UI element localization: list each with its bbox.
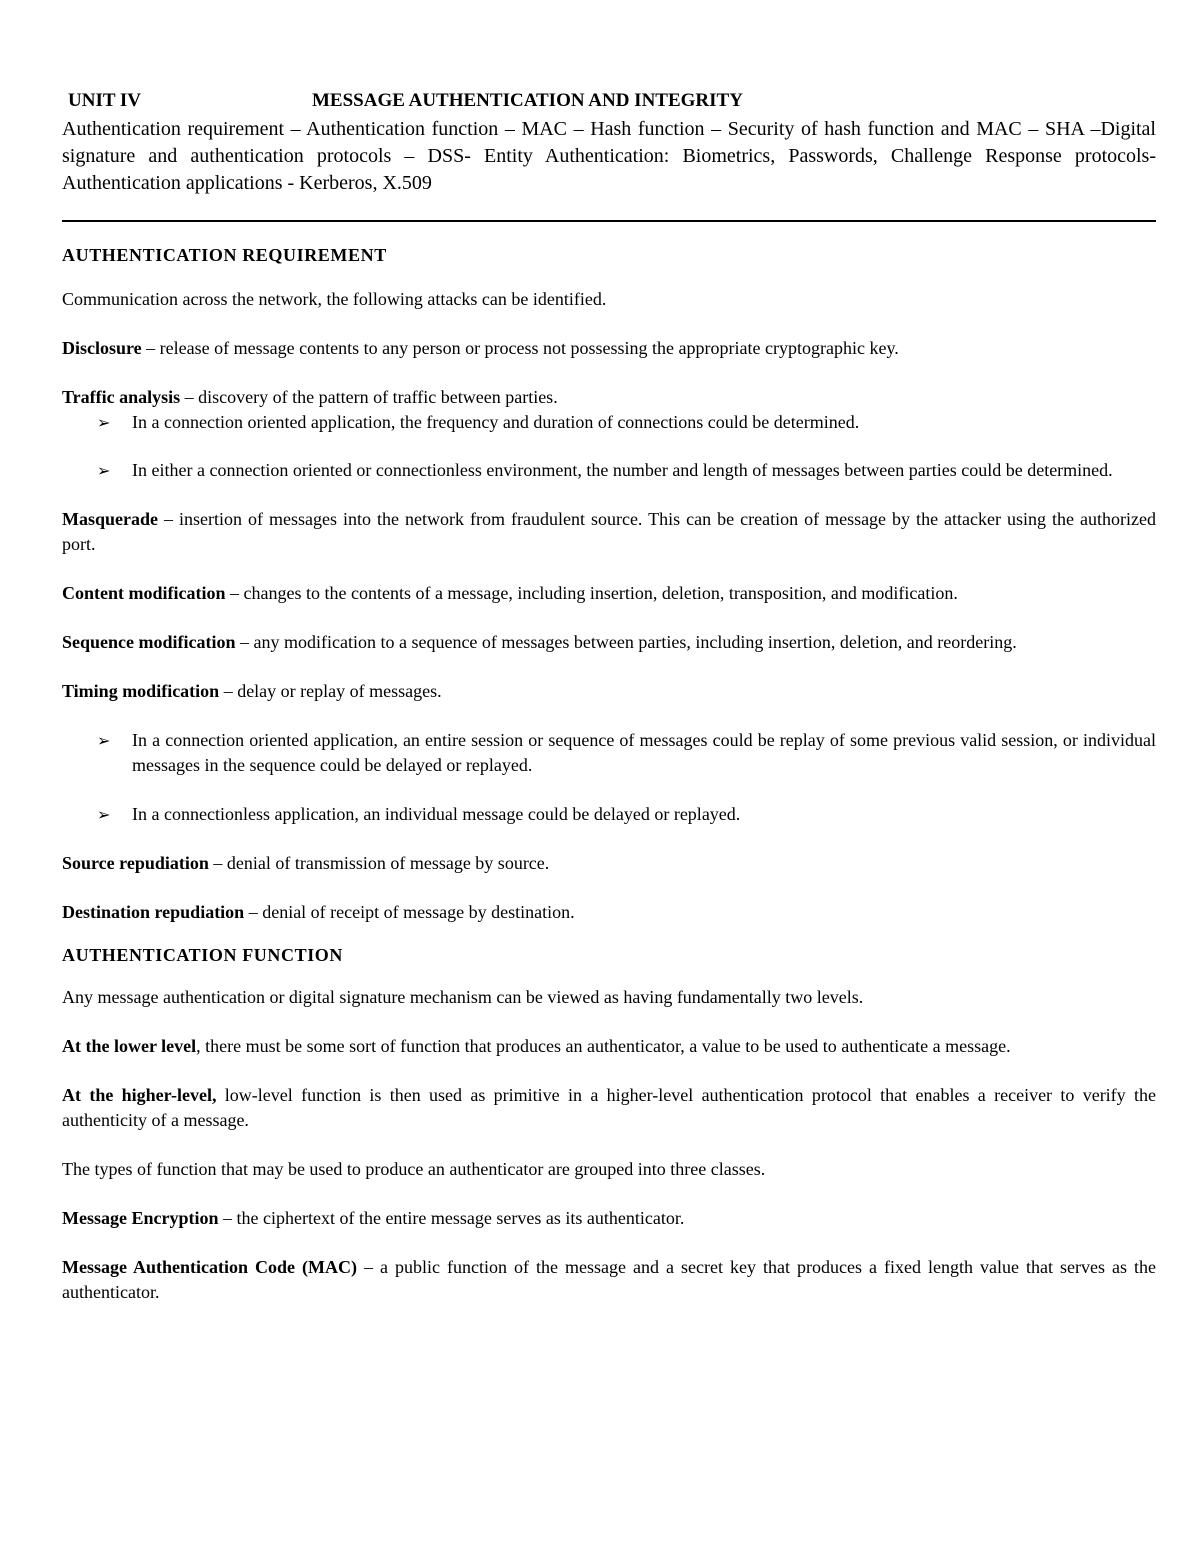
definition-text: – denial of receipt of message by destination.: [244, 902, 575, 922]
list-item: [62, 802, 1156, 827]
definition-message-encryption: [62, 1206, 1156, 1231]
definition-masquerade: [62, 507, 1156, 557]
syllabus-summary: Authentication requirement – Authentication function – MAC – Hash function – Security of hash function and MAC – SHA –Digital signature and authentication protocols – DSS- Entity Authentication: Biometrics, Passwords, Challenge Response protocols- Authentication applications - Kerberos, X.509: [62, 118, 1156, 194]
definition-text: – release of message contents to any person or process not possessing the appropriate cryptographic key.: [141, 338, 899, 358]
definition-disclosure: [62, 336, 1156, 361]
timing-modification-bullets: [62, 728, 1156, 827]
definition-sequence-modification: [62, 630, 1156, 655]
definition-text: – denial of transmission of message by source.: [208, 853, 550, 873]
definition-text: – insertion of messages into the network from fraudulent source. This can be creation of message by the attacker using the authorized port.: [62, 509, 1156, 554]
list-item: [62, 458, 1156, 483]
definition-text: – delay or replay of messages.: [219, 681, 442, 701]
term-mac: Message Authentication Code (MAC): [62, 1257, 357, 1277]
definition-source-repudiation: [62, 851, 1156, 876]
definition-text: – a public function of the message and a secret key that produces a fixed length value that serves as the authenticator.: [62, 1257, 1156, 1302]
definition-text: low-level function is then used as primitive in a higher-level authentication protocol that enables a receiver to verify the authenticity of a message.: [62, 1085, 1156, 1130]
traffic-analysis-bullets: [62, 410, 1156, 483]
definition-content-modification: [62, 581, 1156, 606]
list-item: [62, 728, 1156, 778]
header-divider: [62, 220, 1156, 222]
definition-timing-modification: [62, 679, 1156, 704]
term-message-encryption: Message Encryption: [62, 1208, 219, 1228]
bullet-text: In a connection oriented application, the frequency and duration of connections could be determined.: [132, 412, 860, 432]
term-timing-modification: Timing modification: [62, 681, 220, 701]
definition-destination-repudiation: [62, 900, 1156, 925]
term-content-modification: Content modification: [62, 583, 226, 603]
definition-text: – any modification to a sequence of messages between parties, including insertion, deletion, and reordering.: [235, 632, 1017, 652]
term-sequence-modification: Sequence modification: [62, 632, 236, 652]
arrowhead-bullet-icon: ➢: [97, 805, 111, 824]
section-intro: Communication across the network, the following attacks can be identified.: [62, 289, 607, 309]
term-higher-level: At the higher-level,: [62, 1085, 217, 1105]
section-heading-authentication-requirement: AUTHENTICATION REQUIREMENT: [62, 245, 387, 265]
definition-traffic-analysis: [62, 385, 1156, 410]
term-masquerade: Masquerade: [62, 509, 158, 529]
term-lower-level: At the lower level: [62, 1036, 197, 1056]
unit-label: UNIT IV: [68, 90, 142, 111]
term-disclosure: Disclosure: [62, 338, 142, 358]
arrowhead-bullet-icon: ➢: [97, 413, 111, 432]
section-intro: Any message authentication or digital signature mechanism can be viewed as having fundamentally two levels.: [62, 987, 864, 1007]
bullet-text: In a connection oriented application, an entire session or sequence of messages could be replay of some previous valid session, or individual messages in the sequence could be delayed or replayed.: [132, 730, 1156, 775]
definition-text: , there must be some sort of function that produces an authenticator, a value to be used to authenticate a message.: [196, 1036, 1011, 1056]
unit-title: MESSAGE AUTHENTICATION AND INTEGRITY: [312, 90, 743, 111]
section-heading-authentication-function: AUTHENTICATION FUNCTION: [62, 945, 343, 965]
definition-text: – discovery of the pattern of traffic between parties.: [180, 387, 558, 407]
list-item: [62, 410, 1156, 435]
term-source-repudiation: Source repudiation: [62, 853, 209, 873]
definition-higher-level: [62, 1083, 1156, 1133]
types-intro: The types of function that may be used to produce an authenticator are grouped into three classes.: [62, 1159, 766, 1179]
term-traffic-analysis: Traffic analysis: [62, 387, 181, 407]
bullet-text: In a connectionless application, an individual message could be delayed or replayed.: [132, 804, 741, 824]
definition-text: – changes to the contents of a message, including insertion, deletion, transposition, and modification.: [225, 583, 958, 603]
definition-mac: [62, 1255, 1156, 1305]
term-destination-repudiation: Destination repudiation: [62, 902, 245, 922]
definition-lower-level: [62, 1034, 1156, 1059]
unit-header: [62, 90, 1156, 116]
definition-text: – the ciphertext of the entire message serves as its authenticator.: [218, 1208, 685, 1228]
bullet-text: In either a connection oriented or connectionless environment, the number and length of messages between parties could be determined.: [132, 460, 1113, 480]
arrowhead-bullet-icon: ➢: [97, 461, 111, 480]
arrowhead-bullet-icon: ➢: [97, 731, 111, 750]
document-page: [62, 90, 1156, 1305]
